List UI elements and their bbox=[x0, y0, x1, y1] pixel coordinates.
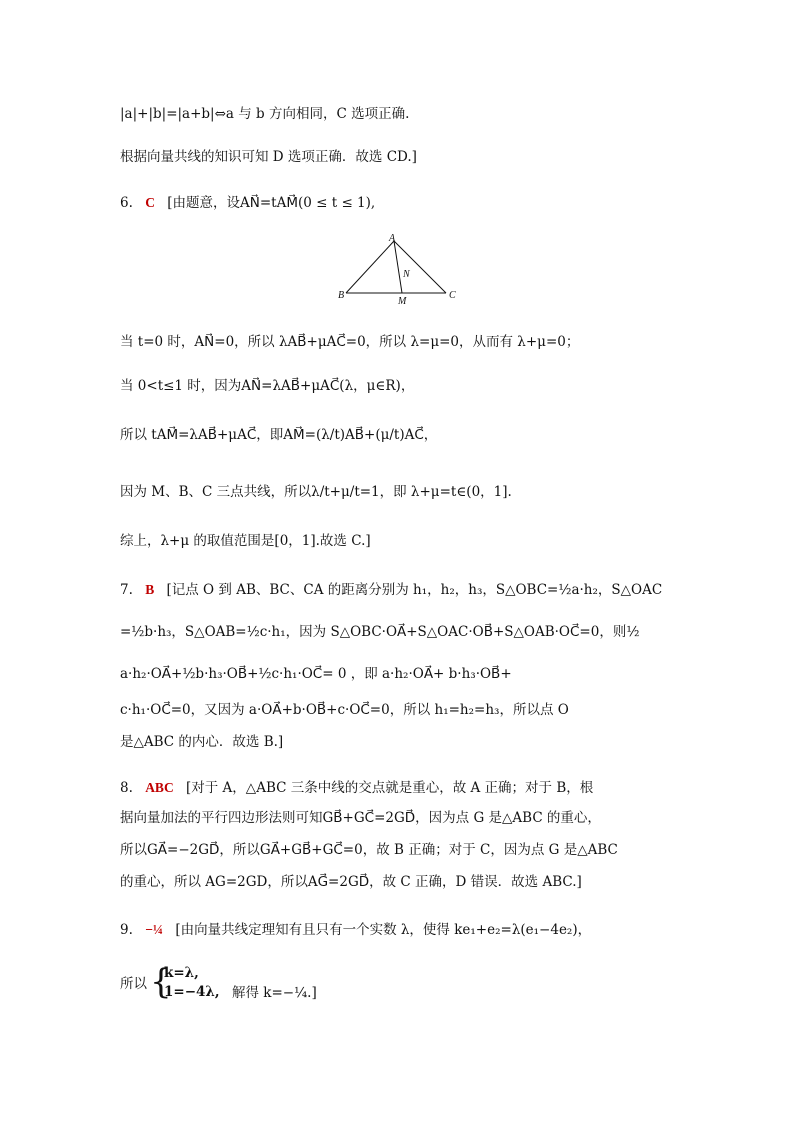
vertex-label-c: C bbox=[449, 290, 456, 301]
text-line-17: 的重心，所以 AG=2GD，所以AG⃗=2GD⃗，故 C 正确，D 错误．故选 ABC.] bbox=[120, 874, 582, 890]
system-equation-1: k=λ, bbox=[164, 965, 199, 981]
question-8-header bbox=[120, 778, 593, 798]
question-number: 6. bbox=[120, 195, 133, 211]
answer-label: C bbox=[145, 195, 155, 210]
point-label-n: N bbox=[403, 269, 410, 280]
text-line-5: 当 0<t≤1 时，因为AN⃗=λAB⃗+μAC⃗(λ，μ∈R)， bbox=[120, 378, 415, 394]
question-text: [由向量共线定理知有且只有一个实数 λ，使得 ke₁+e₂=λ(e₁−4e₂)， bbox=[175, 922, 592, 938]
text-line-4: 当 t=0 时，AN⃗=0，所以 λAB⃗+μAC⃗=0，所以 λ=μ=0，从而有 λ+μ=0； bbox=[120, 334, 580, 350]
text-line-15: 据向量加法的平行四边形法则可知GB⃗+GC⃗=2GD⃗，因为点 G 是△ABC 的重心， bbox=[120, 810, 601, 826]
text-line-13: 是△ABC 的内心．故选 B.] bbox=[120, 734, 284, 750]
triangle-figure bbox=[336, 232, 466, 308]
text-line-2: 根据向量共线的知识可知 D 选项正确．故选 CD.] bbox=[120, 149, 417, 165]
text-line-11: a·h₂·OA⃗+½b·h₃·OB⃗+½c·h₁·OC⃗= 0 ，即 a·h₂·OA⃗+ b·h₃·OB⃗+ bbox=[120, 666, 512, 682]
text-line-6: 所以 tAM⃗=λAB⃗+μAC⃗，即AM⃗=(λ/t)AB⃗+(μ/t)AC⃗， bbox=[120, 427, 438, 443]
text-line-16: 所以GA⃗=−2GD⃗，所以GA⃗+GB⃗+GC⃗=0，故 B 正确；对于 C，因为点 G 是△ABC bbox=[120, 842, 618, 858]
question-text: [记点 O 到 AB、BC、CA 的距离分别为 h₁，h₂，h₃，S△OBC=½a·h₂，S△OAC bbox=[166, 582, 663, 598]
question-6-header bbox=[120, 193, 375, 213]
vertex-label-b: B bbox=[338, 290, 345, 301]
left-brace: { bbox=[150, 962, 172, 1002]
question-number: 8. bbox=[120, 780, 133, 796]
question-text: [对于 A，△ABC 三条中线的交点就是重心，故 A 正确；对于 B，根 bbox=[186, 780, 594, 796]
text-line-12: c·h₁·OC⃗=0，又因为 a·OA⃗+b·OB⃗+c·OC⃗=0，所以 h₁=h₂=h₃，所以点 O bbox=[120, 702, 569, 718]
answer-label: ABC bbox=[145, 780, 174, 795]
question-number: 9. bbox=[120, 922, 133, 938]
question-9-header bbox=[120, 920, 591, 940]
answer-label: B bbox=[145, 582, 155, 597]
system-suffix: 解得 k=−¼.] bbox=[232, 985, 317, 1001]
answer-label: −¼ bbox=[145, 922, 164, 937]
system-equation-2: 1=−4λ, bbox=[164, 984, 220, 1000]
system-prefix: 所以 bbox=[120, 976, 147, 992]
text-line-1: |a|+|b|=|a+b|⇔a 与 b 方向相同，C 选项正确. bbox=[120, 106, 410, 122]
question-number: 7. bbox=[120, 582, 133, 598]
text-line-8: 综上，λ+μ 的取值范围是[0，1].故选 C.] bbox=[120, 533, 371, 549]
question-7-header bbox=[120, 580, 662, 600]
vertex-label-a: A bbox=[389, 233, 396, 244]
text-line-7: 因为 M、B、C 三点共线，所以λ/t+μ/t=1，即 λ+μ=t∈(0，1]. bbox=[120, 484, 512, 500]
text-line-10: =½b·h₃，S△OAB=½c·h₁，因为 S△OBC·OA⃗+S△OAC·OB⃗+S△OAB·OC⃗=0，则½ bbox=[120, 624, 640, 640]
question-text: [由题意，设AN⃗=tAM⃗(0 ≤ t ≤ 1), bbox=[167, 195, 376, 211]
point-label-m: M bbox=[398, 296, 407, 307]
